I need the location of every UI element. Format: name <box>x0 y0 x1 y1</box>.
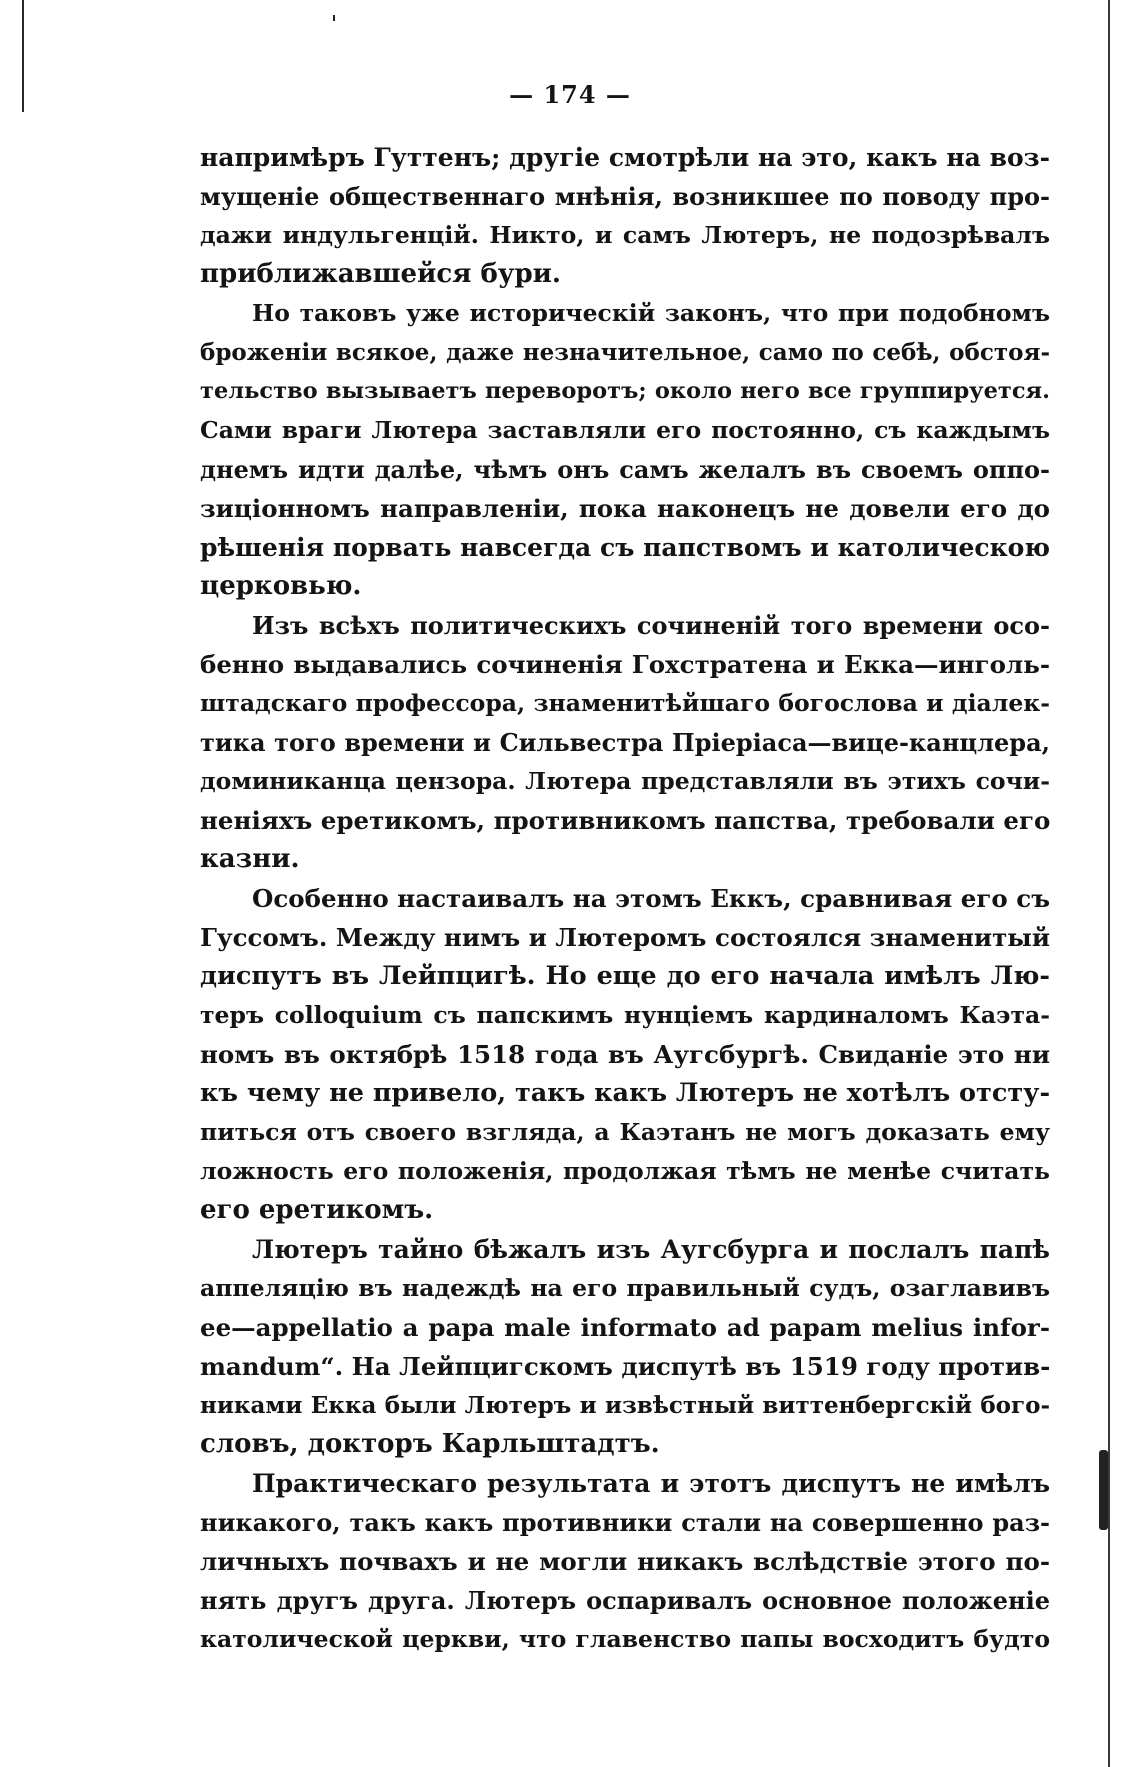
text-line: церковью. <box>200 571 362 601</box>
text-line: словъ, докторъ Карльштадтъ. <box>200 1429 660 1459</box>
text-line: дажи индульгенцій. Никто, и самъ Лютеръ, не подозрѣвалъ <box>200 221 1050 249</box>
scan-speck <box>333 15 335 21</box>
text-line: штадскаго профессора, знаменитѣйшаго богослова и діалек- <box>200 689 1050 717</box>
paragraph <box>200 138 1050 294</box>
text-line: ее—appellatio a papa male informato ad papam melius infor- <box>200 1313 1050 1342</box>
text-line: нять другъ друга. Лютеръ оспаривалъ основное положеніе <box>200 1586 1050 1615</box>
text-line: тельство вызываетъ переворотъ; около него все группируется. <box>200 378 1050 404</box>
scan-edge-right <box>1108 0 1110 1767</box>
text-line: къ чему не привело, такъ какъ Лютеръ не хотѣлъ отсту- <box>200 1078 1051 1108</box>
text-line: mandum“. На Лейпцигскомъ диспутѣ въ 1519 году против- <box>200 1352 1051 1381</box>
text-line: Практическаго результата и этотъ диспутъ не имѣлъ <box>252 1469 1050 1498</box>
text-line: католической церкви, что главенство папы восходитъ будто <box>200 1625 1050 1653</box>
text-line: доминиканца цензора. Лютера представляли въ этихъ сочи- <box>200 767 1050 795</box>
text-line: казни. <box>200 844 300 874</box>
text-line: аппеляцію въ надеждѣ на его правильный судъ, озаглавивъ <box>200 1274 1050 1302</box>
text-line: тика того времени и Сильвестра Пріеріаса—вице-канцлера, <box>200 728 1050 757</box>
text-line: диспутъ въ Лейпцигѣ. Но еще до его начала имѣлъ Лю- <box>200 961 1050 991</box>
text-line: ложность его положенія, продолжая тѣмъ не менѣе считать <box>200 1157 1050 1185</box>
text-line: бенно выдавались сочиненія Гохстратена и Екка—инголь- <box>200 650 1050 679</box>
scan-speck <box>1099 1450 1108 1530</box>
text-line: никами Екка были Лютеръ и извѣстный виттенбергскій бого- <box>200 1392 1050 1419</box>
text-line: неніяхъ еретикомъ, противникомъ папства, требовали его <box>200 806 1051 835</box>
text-line: приближавшейся бури. <box>200 259 561 289</box>
text-line: Сами враги Лютера заставляли его постоянно, съ каждымъ <box>200 416 1050 444</box>
page-number: — 174 — <box>509 80 631 109</box>
text-line: номъ въ октябрѣ 1518 года въ Аугсбургѣ. Свиданіе это ни <box>200 1040 1050 1069</box>
text-line: Но таковъ уже историческій законъ, что при подобномъ <box>252 299 1050 327</box>
text-line: никакого, такъ какъ противники стали на совершенно раз- <box>200 1508 1050 1537</box>
text-line: рѣшенія порвать навсегда съ папствомъ и католическою <box>200 533 1050 562</box>
text-line: его еретикомъ. <box>200 1195 434 1225</box>
text-line: теръ colloquium съ папскимъ нунціемъ кардиналомъ Каэта- <box>200 1001 1050 1029</box>
paragraph <box>200 606 1050 879</box>
paragraph <box>200 294 1050 606</box>
paragraph <box>200 1464 1050 1659</box>
text-line: зиціонномъ направленіи, пока наконецъ не довели его до <box>200 494 1050 523</box>
paragraph <box>200 879 1050 1230</box>
text-line: питься отъ своего взгляда, а Каэтанъ не могъ доказать ему <box>200 1118 1050 1146</box>
text-line: днемъ идти далѣе, чѣмъ онъ самъ желалъ въ своемъ оппо- <box>200 455 1050 484</box>
text-line: мущеніе общественнаго мнѣнія, возникшее по поводу про- <box>200 182 1050 211</box>
text-line: Лютеръ тайно бѣжалъ изъ Аугсбурга и послалъ папѣ <box>252 1235 1050 1264</box>
text-line: броженіи всякое, даже незначительное, само по себѣ, обстоя- <box>200 339 1050 366</box>
text-line: Особенно настаивалъ на этомъ Еккъ, сравнивая его съ <box>252 884 1050 913</box>
body-text <box>200 138 1050 1659</box>
text-line: личныхъ почвахъ и не могли никакъ вслѣдствіе этого по- <box>200 1547 1050 1576</box>
text-line: Гуссомъ. Между нимъ и Лютеромъ состоялся знаменитый <box>200 923 1050 952</box>
text-line: Изъ всѣхъ политическихъ сочиненій того времени осо- <box>252 611 1050 640</box>
text-line: напримѣръ Гуттенъ; другіе смотрѣли на это, какъ на воз- <box>200 143 1050 172</box>
paragraph <box>200 1230 1050 1464</box>
